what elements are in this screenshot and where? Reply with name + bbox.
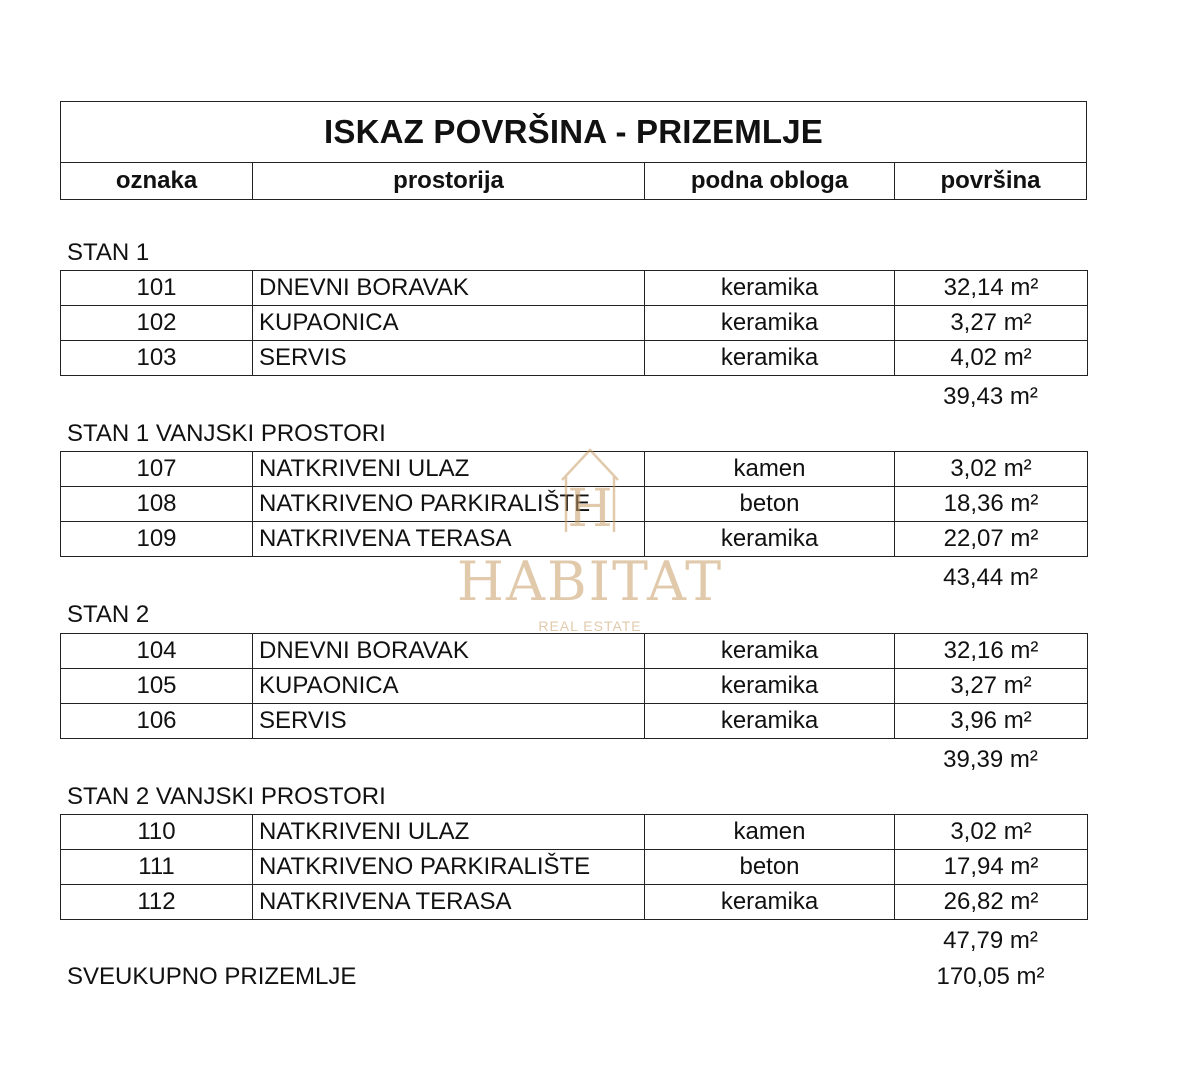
table-row (61, 850, 1088, 885)
cell-povrsina: 17,94 m² (895, 850, 1088, 885)
column-header-povrsina: površina (940, 167, 1041, 194)
column-headers (61, 163, 1086, 199)
subtotal-stan-1: 39,43 m² (943, 383, 1038, 410)
cell-prostorija: DNEVNI BORAVAK (253, 634, 645, 669)
cell-prostorija: DNEVNI BORAVAK (253, 271, 645, 306)
cell-podna-obloga: keramika (645, 704, 895, 739)
cell-prostorija: NATKRIVENI ULAZ (253, 815, 645, 850)
cell-podna-obloga: keramika (645, 885, 895, 920)
table-row (61, 271, 1088, 306)
cell-oznaka: 105 (61, 669, 253, 704)
cell-oznaka: 112 (61, 885, 253, 920)
cell-povrsina: 3,27 m² (895, 669, 1088, 704)
section-label-stan-2: STAN 2 (67, 601, 150, 628)
cell-podna-obloga: keramika (645, 669, 895, 704)
grand-total-label: SVEUKUPNO PRIZEMLJE (67, 963, 357, 990)
section-label-stan-2-vanjski: STAN 2 VANJSKI PROSTORI (67, 783, 386, 810)
table-header (60, 101, 1087, 200)
subtotal-stan-1-vanjski: 43,44 m² (943, 564, 1038, 591)
section-label-stan-1: STAN 1 (67, 239, 150, 266)
cell-oznaka: 103 (61, 341, 253, 376)
cell-podna-obloga: keramika (645, 306, 895, 341)
cell-povrsina: 18,36 m² (895, 487, 1088, 522)
cell-oznaka: 107 (61, 452, 253, 487)
cell-povrsina: 32,14 m² (895, 271, 1088, 306)
column-header-oznaka: oznaka (61, 163, 253, 199)
cell-podna-obloga: kamen (645, 815, 895, 850)
cell-povrsina: 3,02 m² (895, 815, 1088, 850)
cell-podna-obloga: keramika (645, 271, 895, 306)
table-row (61, 452, 1088, 487)
cell-prostorija: SERVIS (253, 704, 645, 739)
cell-povrsina: 3,96 m² (895, 704, 1088, 739)
table-row (61, 522, 1088, 557)
cell-podna-obloga: beton (645, 487, 895, 522)
cell-prostorija: NATKRIVENA TERASA (253, 885, 645, 920)
subtotal-stan-2-vanjski: 47,79 m² (943, 927, 1038, 954)
cell-povrsina: 3,02 m² (895, 452, 1088, 487)
cell-oznaka: 109 (61, 522, 253, 557)
cell-oznaka: 108 (61, 487, 253, 522)
section-table-stan-2 (60, 633, 1088, 739)
column-header-podna-obloga: podna obloga (645, 163, 895, 199)
cell-prostorija: NATKRIVENA TERASA (253, 522, 645, 557)
cell-podna-obloga: keramika (645, 341, 895, 376)
cell-povrsina: 3,27 m² (895, 306, 1088, 341)
cell-oznaka: 110 (61, 815, 253, 850)
cell-prostorija: KUPAONICA (253, 306, 645, 341)
cell-podna-obloga: keramika (645, 522, 895, 557)
logo-letter: H (567, 479, 613, 539)
table-row (61, 487, 1088, 522)
cell-povrsina: 22,07 m² (895, 522, 1088, 557)
cell-povrsina: 26,82 m² (895, 885, 1088, 920)
cell-podna-obloga: beton (645, 850, 895, 885)
cell-prostorija: KUPAONICA (253, 669, 645, 704)
section-table-stan-2-vanjski (60, 814, 1088, 920)
cell-prostorija: NATKRIVENI ULAZ (253, 452, 645, 487)
cell-oznaka: 101 (61, 271, 253, 306)
table-row (61, 704, 1088, 739)
table-row (61, 634, 1088, 669)
watermark-subtitle: REAL ESTATE (538, 618, 642, 634)
cell-oznaka: 104 (61, 634, 253, 669)
section-label-stan-1-vanjski: STAN 1 VANJSKI PROSTORI (67, 420, 386, 447)
cell-oznaka: 111 (61, 850, 253, 885)
cell-prostorija: SERVIS (253, 341, 645, 376)
column-header-prostorija: prostorija (253, 163, 645, 199)
table-row (61, 306, 1088, 341)
watermark-brand-name: HABITAT (456, 550, 724, 613)
cell-oznaka: 102 (61, 306, 253, 341)
table-row (61, 885, 1088, 920)
table-row (61, 341, 1088, 376)
cell-podna-obloga: kamen (645, 452, 895, 487)
section-table-stan-1 (60, 270, 1088, 376)
page-title: ISKAZ POVRŠINA - PRIZEMLJE (61, 102, 1086, 163)
cell-povrsina: 32,16 m² (895, 634, 1088, 669)
subtotal-stan-2: 39,39 m² (943, 746, 1038, 773)
cell-prostorija: NATKRIVENO PARKIRALIŠTE (253, 850, 645, 885)
cell-oznaka: 106 (61, 704, 253, 739)
table-row (61, 669, 1088, 704)
cell-prostorija: NATKRIVENO PARKIRALIŠTE (253, 487, 645, 522)
section-table-stan-1-vanjski (60, 451, 1088, 557)
cell-povrsina: 4,02 m² (895, 341, 1088, 376)
table-row (61, 815, 1088, 850)
cell-podna-obloga: keramika (645, 634, 895, 669)
grand-total-value: 170,05 m² (936, 963, 1045, 990)
